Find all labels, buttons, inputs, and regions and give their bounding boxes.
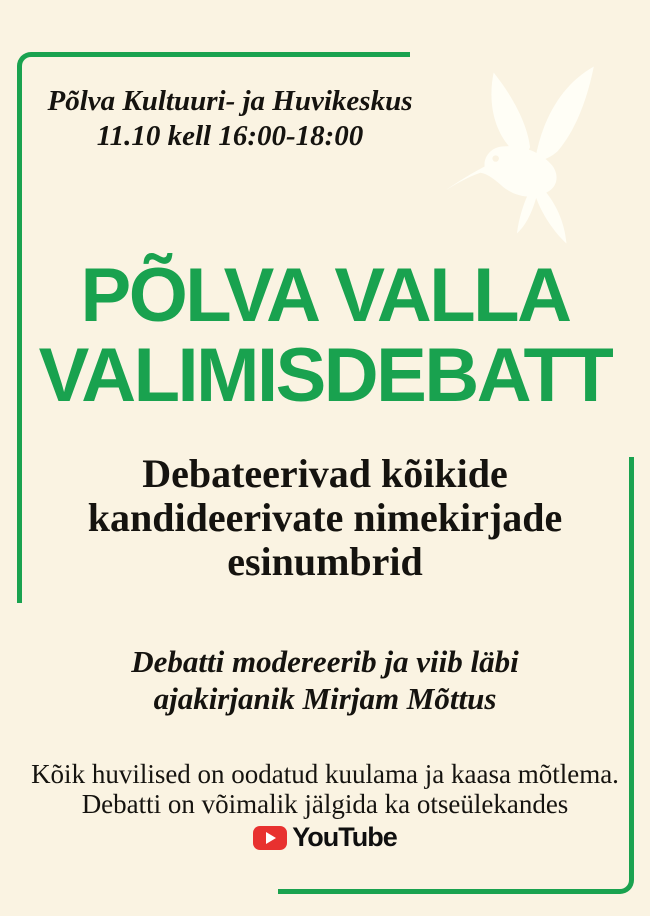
moderator-line1: Debatti modereerib ja viib läbi	[131, 644, 519, 679]
page-title	[0, 253, 650, 418]
info-line2: Debatti on võimalik jälgida ka otseülekandes	[81, 789, 569, 819]
info-block	[0, 759, 650, 819]
youtube-wordmark: YouTube	[292, 822, 397, 852]
moderator-block	[0, 643, 650, 717]
subtitle-line1: Debateerivad kõikide	[142, 451, 508, 496]
title-line2: VALIMISDEBATT	[38, 333, 612, 418]
info-line1: Kõik huvilised on oodatud kuulama ja kaasa mõtlema.	[31, 759, 619, 789]
venue-name: Põlva Kultuuri- ja Huvikeskus	[47, 85, 413, 117]
play-triangle-icon	[266, 832, 276, 844]
moderator-line2: ajakirjanik Mirjam Mõttus	[153, 681, 497, 716]
subtitle-block	[0, 452, 650, 584]
hummingbird-icon	[438, 60, 610, 248]
subtitle-line3: esinumbrid	[227, 539, 423, 584]
subtitle-line2: kandideerivate nimekirjade	[87, 495, 563, 540]
venue-block	[18, 84, 442, 154]
event-datetime: 11.10 kell 16:00-18:00	[96, 120, 364, 152]
title-line1: PÕLVA VALLA	[80, 253, 570, 338]
youtube-logo	[0, 822, 650, 853]
youtube-play-icon	[253, 826, 287, 850]
